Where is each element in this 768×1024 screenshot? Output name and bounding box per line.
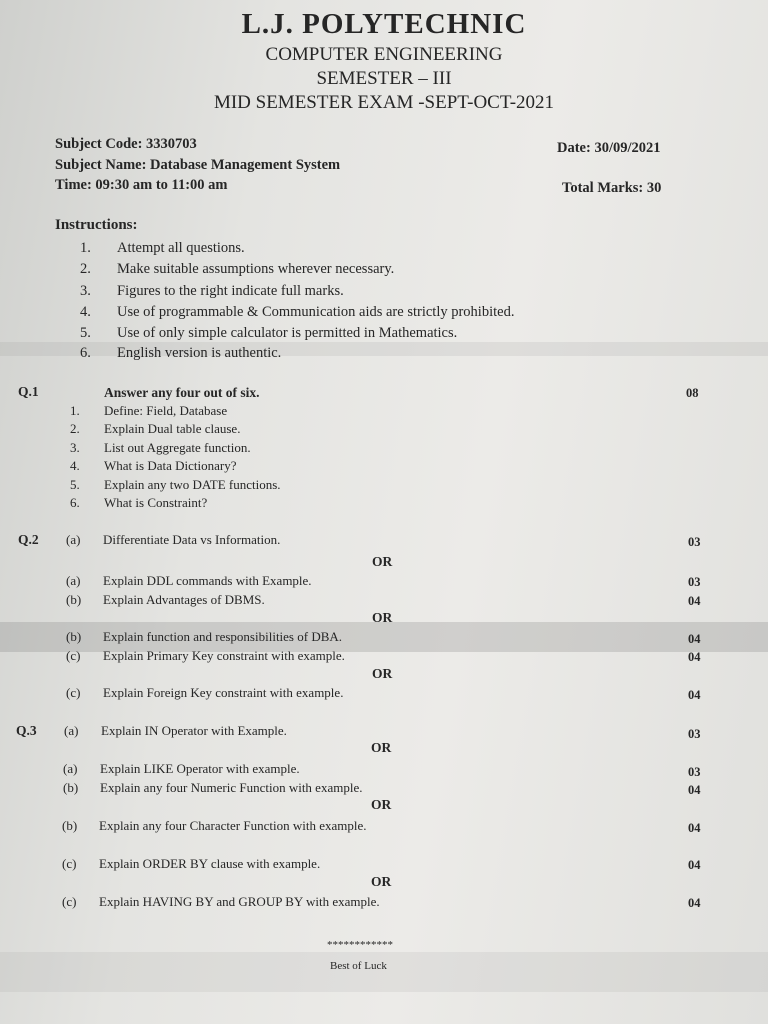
question-part-label: (c) [66, 685, 81, 700]
sub-question-text: What is Data Dictionary? [104, 458, 237, 473]
question-part-label: (c) [66, 648, 81, 663]
question-heading: Answer any four out of six. [104, 385, 260, 400]
instruction-text: Use of programmable & Communication aids are strictly prohibited. [117, 304, 515, 320]
question-text: Explain Foreign Key constraint with example. [103, 685, 344, 700]
question-marks: 08 [686, 386, 699, 400]
question-text: Explain Primary Key constraint with example. [103, 648, 345, 663]
question-part-label: (a) [64, 723, 79, 738]
total-marks: Total Marks: 30 [562, 180, 662, 196]
instruction-number: 1. [80, 240, 91, 256]
instructions-title: Instructions: [55, 217, 138, 233]
question-number: Q.3 [16, 723, 37, 738]
instruction-text: Make suitable assumptions wherever necessary. [117, 261, 395, 277]
question-marks: 04 [688, 858, 701, 872]
question-text: Explain DDL commands with Example. [103, 573, 312, 588]
instruction-text: Attempt all questions. [117, 240, 245, 256]
college-name: L.J. POLYTECHNIC [241, 8, 527, 40]
sub-question-text: What is Constraint? [104, 495, 208, 510]
question-text: Explain function and responsibilities of DBA. [103, 629, 343, 644]
sub-question-number: 3. [70, 440, 80, 455]
instruction-text: Figures to the right indicate full marks. [117, 283, 344, 299]
question-text: Explain LIKE Operator with example. [100, 761, 300, 776]
sub-question-number: 6. [70, 495, 80, 510]
paper-fold [0, 952, 768, 992]
footer-closing: Best of Luck [330, 960, 387, 972]
question-marks: 04 [688, 650, 701, 664]
instruction-number: 2. [80, 261, 91, 277]
question-marks: 03 [688, 535, 701, 549]
instruction-number: 6. [80, 345, 91, 361]
department-name: COMPUTER ENGINEERING [265, 44, 503, 65]
sub-question-number: 1. [70, 403, 80, 418]
question-text: Explain HAVING BY and GROUP BY with example. [99, 894, 380, 909]
question-text: Explain ORDER BY clause with example. [99, 856, 321, 871]
sub-question-number: 4. [70, 458, 80, 473]
question-marks: 03 [688, 575, 701, 589]
question-marks: 04 [688, 688, 701, 702]
question-number: Q.1 [18, 384, 39, 399]
footer-stars: ************ [327, 939, 393, 951]
instruction-number: 5. [80, 325, 91, 341]
instruction-number: 3. [80, 283, 91, 299]
question-marks: 04 [688, 594, 701, 608]
sub-question-text: Define: Field, Database [104, 403, 228, 418]
subject-name: Subject Name: Database Management System [55, 157, 341, 173]
question-marks: 04 [688, 821, 701, 835]
question-part-label: (a) [63, 761, 78, 776]
question-part-label: (c) [62, 856, 77, 871]
exam-time: Time: 09:30 am to 11:00 am [55, 177, 228, 193]
or-separator: OR [371, 797, 392, 812]
subject-code: Subject Code: 3330703 [55, 136, 197, 152]
or-separator: OR [371, 874, 392, 889]
question-text: Explain any four Character Function with example. [99, 818, 367, 833]
question-text: Explain IN Operator with Example. [101, 723, 287, 738]
question-part-label: (b) [66, 629, 82, 644]
sub-question-number: 2. [70, 421, 80, 436]
or-separator: OR [371, 740, 392, 755]
question-part-label: (c) [62, 894, 77, 909]
paper-fold [0, 342, 768, 356]
exam-title: MID SEMESTER EXAM -SEPT-OCT-2021 [213, 92, 555, 113]
question-number: Q.2 [18, 532, 39, 547]
sub-question-number: 5. [70, 477, 80, 492]
question-marks: 03 [688, 765, 701, 779]
question-marks: 04 [688, 896, 701, 910]
question-text: Explain any four Numeric Function with example. [100, 780, 363, 795]
question-marks: 04 [688, 783, 701, 797]
or-separator: OR [372, 610, 393, 625]
question-text: Explain Advantages of DBMS. [103, 592, 265, 607]
semester-label: SEMESTER – III [316, 68, 452, 89]
instruction-text: English version is authentic. [117, 345, 282, 361]
sub-question-text: Explain any two DATE functions. [104, 477, 281, 492]
question-marks: 03 [688, 727, 701, 741]
question-part-label: (b) [63, 780, 79, 795]
question-part-label: (a) [66, 573, 81, 588]
question-marks: 04 [688, 632, 701, 646]
sub-question-text: Explain Dual table clause. [104, 421, 241, 436]
instruction-number: 4. [80, 304, 91, 320]
instruction-text: Use of only simple calculator is permitted in Mathematics. [117, 325, 458, 341]
or-separator: OR [372, 666, 393, 681]
or-separator: OR [372, 554, 393, 569]
question-part-label: (a) [66, 532, 81, 547]
sub-question-text: List out Aggregate function. [104, 440, 251, 455]
exam-date: Date: 30/09/2021 [557, 140, 661, 156]
question-part-label: (b) [66, 592, 82, 607]
question-text: Differentiate Data vs Information. [103, 532, 281, 547]
question-part-label: (b) [62, 818, 78, 833]
